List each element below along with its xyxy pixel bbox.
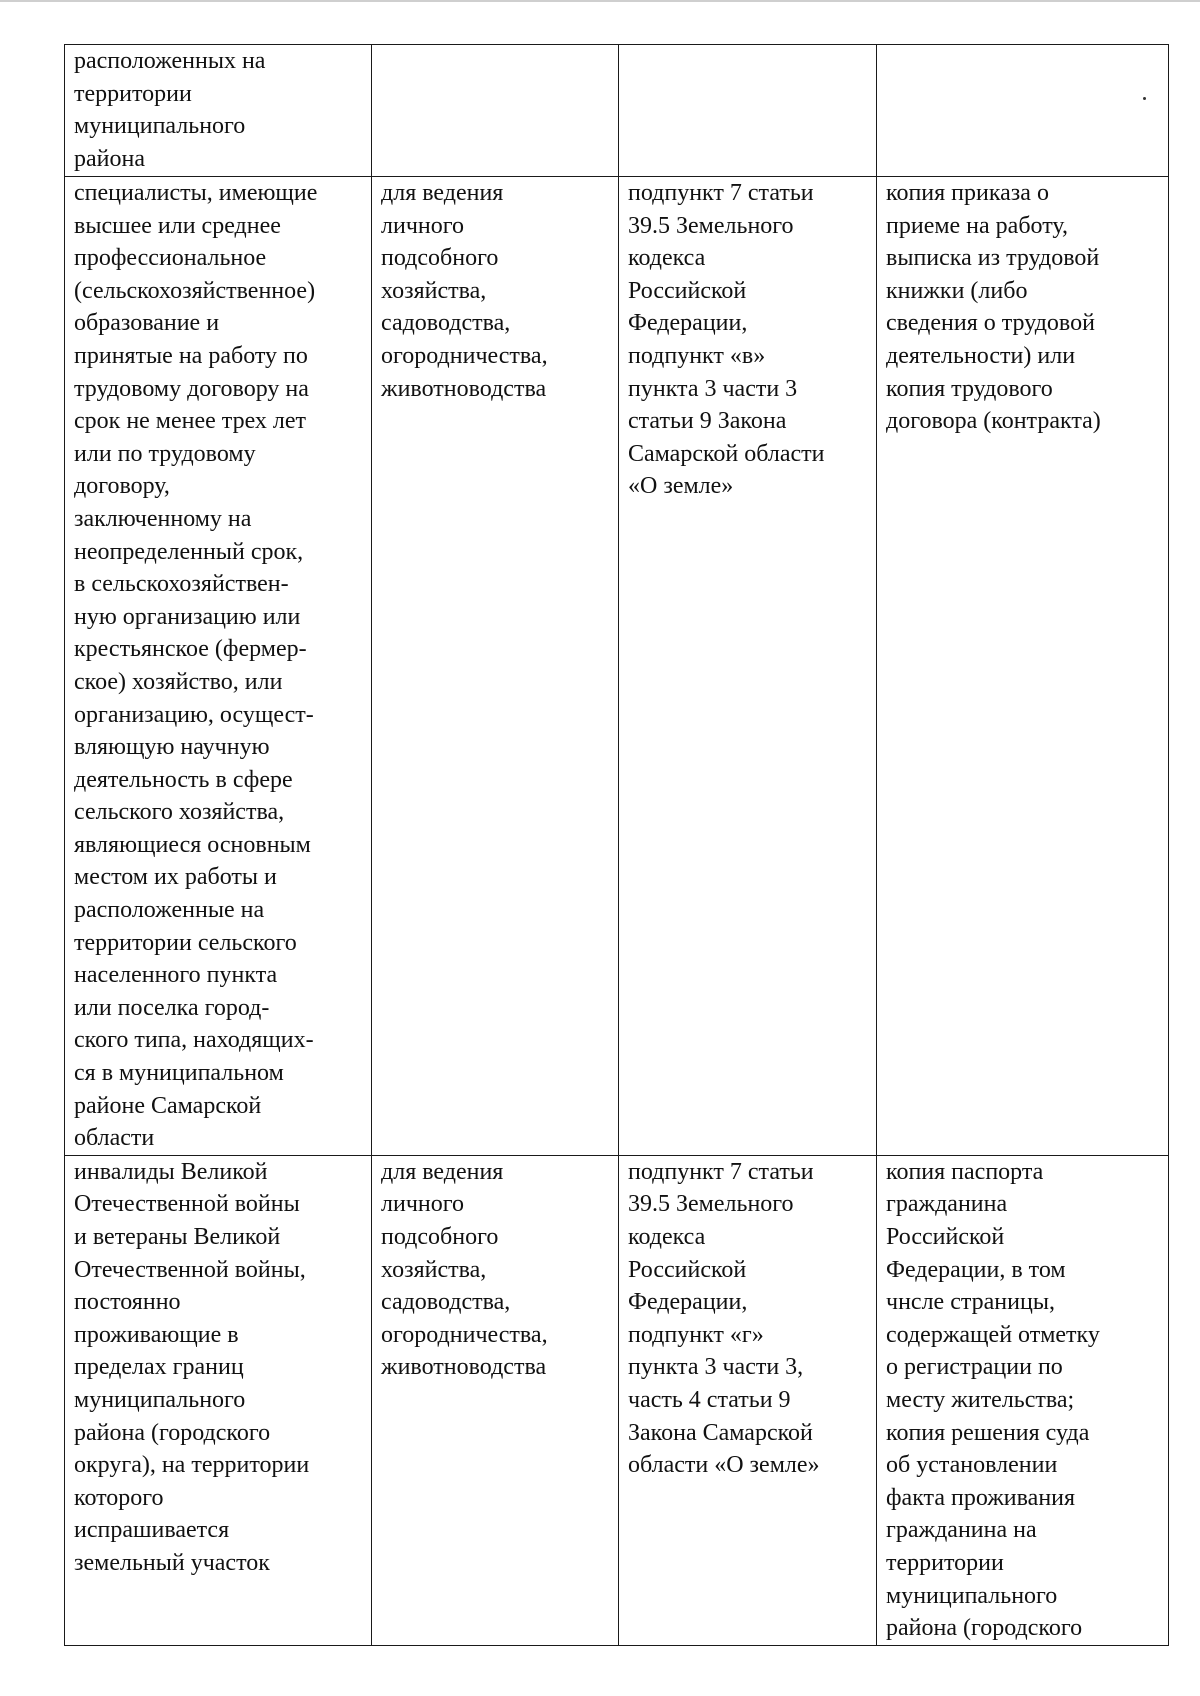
cell-recipients: расположенных на территории муниципального района <box>65 45 372 177</box>
document-table <box>64 44 1169 1646</box>
cell-documents: копия паспорта гражданина Российской Федерации, в том чнсле страницы, содержащей отметку о регистрации по месту жительства; копия решения суда об установлении факта проживания гражданина на территории муниципального района (городского <box>877 1155 1169 1645</box>
table-row <box>65 177 1169 1156</box>
cell-legal-basis: подпункт 7 статьи 39.5 Земельного кодекса Российской Федерации, подпункт «в» пункта 3 части 3 статьи 9 Закона Самарской области «О земле» <box>619 177 877 1156</box>
cell-recipients: инвалиды Великой Отечественной войны и ветераны Великой Отечественной войны, постоянно проживающие в пределах границ муниципального района (городского округа), на территории которого испрашивается земельный участок <box>65 1155 372 1645</box>
cell-recipients: специалисты, имеющие высшее или среднее профессиональное (сельскохозяйственное) образование и принятые на работу по трудовому договору на срок не менее трех лет или по трудовому договору, заключенному на неопределенный срок, в сельскохозяйствен- ную организацию или крестьянское (фермер- ское) хозяйство, или организацию, осущест- вляющую научную деятельность в сфере сельского хозяйства, являющиеся основным местом их работы и расположенные на территории сельского населенного пункта или поселка город- ского типа, находящих- ся в муниципальном районе Самарской области <box>65 177 372 1156</box>
cell-documents <box>877 45 1169 177</box>
page-top-edge <box>0 0 1200 2</box>
table-row <box>65 1155 1169 1645</box>
cell-purpose: для ведения личного подсобного хозяйства, садоводства, огородничества, животноводства <box>372 1155 619 1645</box>
cell-legal-basis: подпункт 7 статьи 39.5 Земельного кодекса Российской Федерации, подпункт «г» пункта 3 части 3, часть 4 статьи 9 Закона Самарской области «О земле» <box>619 1155 877 1645</box>
cell-purpose <box>372 45 619 177</box>
table-row <box>65 45 1169 177</box>
cell-documents: копия приказа о приеме на работу, выписка из трудовой книжки (либо сведения о трудовой деятельности) или копия трудового договора (контракта) <box>877 177 1169 1156</box>
cell-purpose: для ведения личного подсобного хозяйства, садоводства, огородничества, животноводства <box>372 177 619 1156</box>
cell-legal-basis <box>619 45 877 177</box>
